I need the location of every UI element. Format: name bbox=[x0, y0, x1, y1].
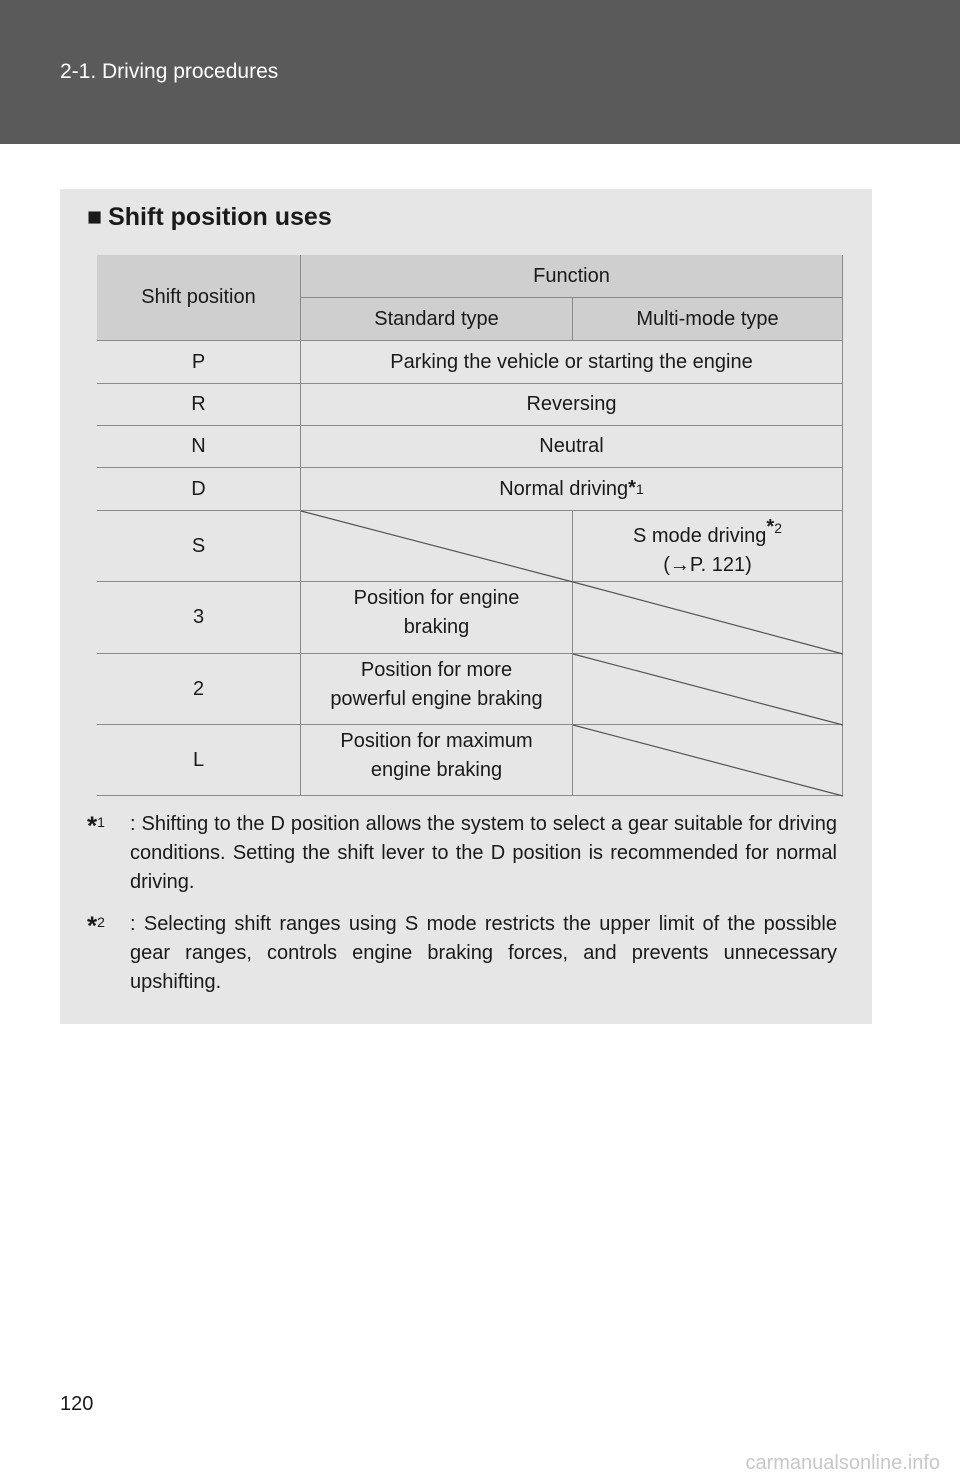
table-row-r-position: R bbox=[97, 384, 301, 426]
page-number: 120 bbox=[60, 1393, 94, 1415]
table-row-3-standard: Position for engine braking bbox=[301, 582, 573, 654]
footnote-ref-2: *2 bbox=[766, 516, 782, 538]
section-title: 2-1. Driving procedures bbox=[60, 60, 279, 83]
diagonal-l-multimode bbox=[573, 725, 843, 796]
heading-text: Shift position uses bbox=[108, 203, 332, 231]
diagonal-3-multimode bbox=[573, 582, 843, 654]
heading-bullet: ■ bbox=[87, 203, 103, 231]
table-row-p-function: Parking the vehicle or starting the engine bbox=[301, 341, 843, 384]
table-row-l-position: L bbox=[97, 725, 301, 796]
page-reference: (→P. 121) bbox=[663, 554, 752, 576]
footnote-1-marker: *$^1$ bbox=[87, 810, 105, 841]
table-row-n-function: Neutral bbox=[301, 426, 843, 468]
watermark: carmanualsonline.info bbox=[745, 1452, 940, 1474]
table-row-r-function: Reversing bbox=[301, 384, 843, 426]
footnote-2-marker: *$^2$ bbox=[87, 910, 105, 941]
table-row-l-standard: Position for maximum engine braking bbox=[301, 725, 573, 796]
normal-driving-text: Normal driving bbox=[499, 477, 629, 500]
footnote-2-text: : Selecting shift ranges using S mode restricts the upper limit of the possible gear ranges, controls engine braking forces, and prevents unnecessary upshifting. bbox=[130, 913, 837, 993]
s-mode-driving-line: S mode driving$^{*2}$ bbox=[633, 516, 782, 547]
table-row-s-position: S bbox=[97, 511, 301, 582]
table-row-3-position: 3 bbox=[97, 582, 301, 654]
table-row-2-position: 2 bbox=[97, 654, 301, 725]
footnote-1-text: : Shifting to the D position allows the system to select a gear suitable for driving conditions. Setting the shift lever to the D position is recommended for normal driving. bbox=[130, 813, 837, 893]
footnote-ref-1: *1 bbox=[628, 477, 644, 499]
header-multimode-type: Multi-mode type bbox=[573, 298, 843, 341]
table-row-2-standard: Position for more powerful engine braking bbox=[301, 654, 573, 725]
header-shift-position: Shift position bbox=[97, 255, 301, 341]
table-row-n-position: N bbox=[97, 426, 301, 468]
header-standard-type: Standard type bbox=[301, 298, 573, 341]
diagonal-2-multimode bbox=[573, 654, 843, 725]
table-row-p-position: P bbox=[97, 341, 301, 384]
diagonal-s-standard bbox=[301, 511, 573, 582]
header-function: Function bbox=[301, 255, 843, 298]
table-row-d-position: D bbox=[97, 468, 301, 511]
